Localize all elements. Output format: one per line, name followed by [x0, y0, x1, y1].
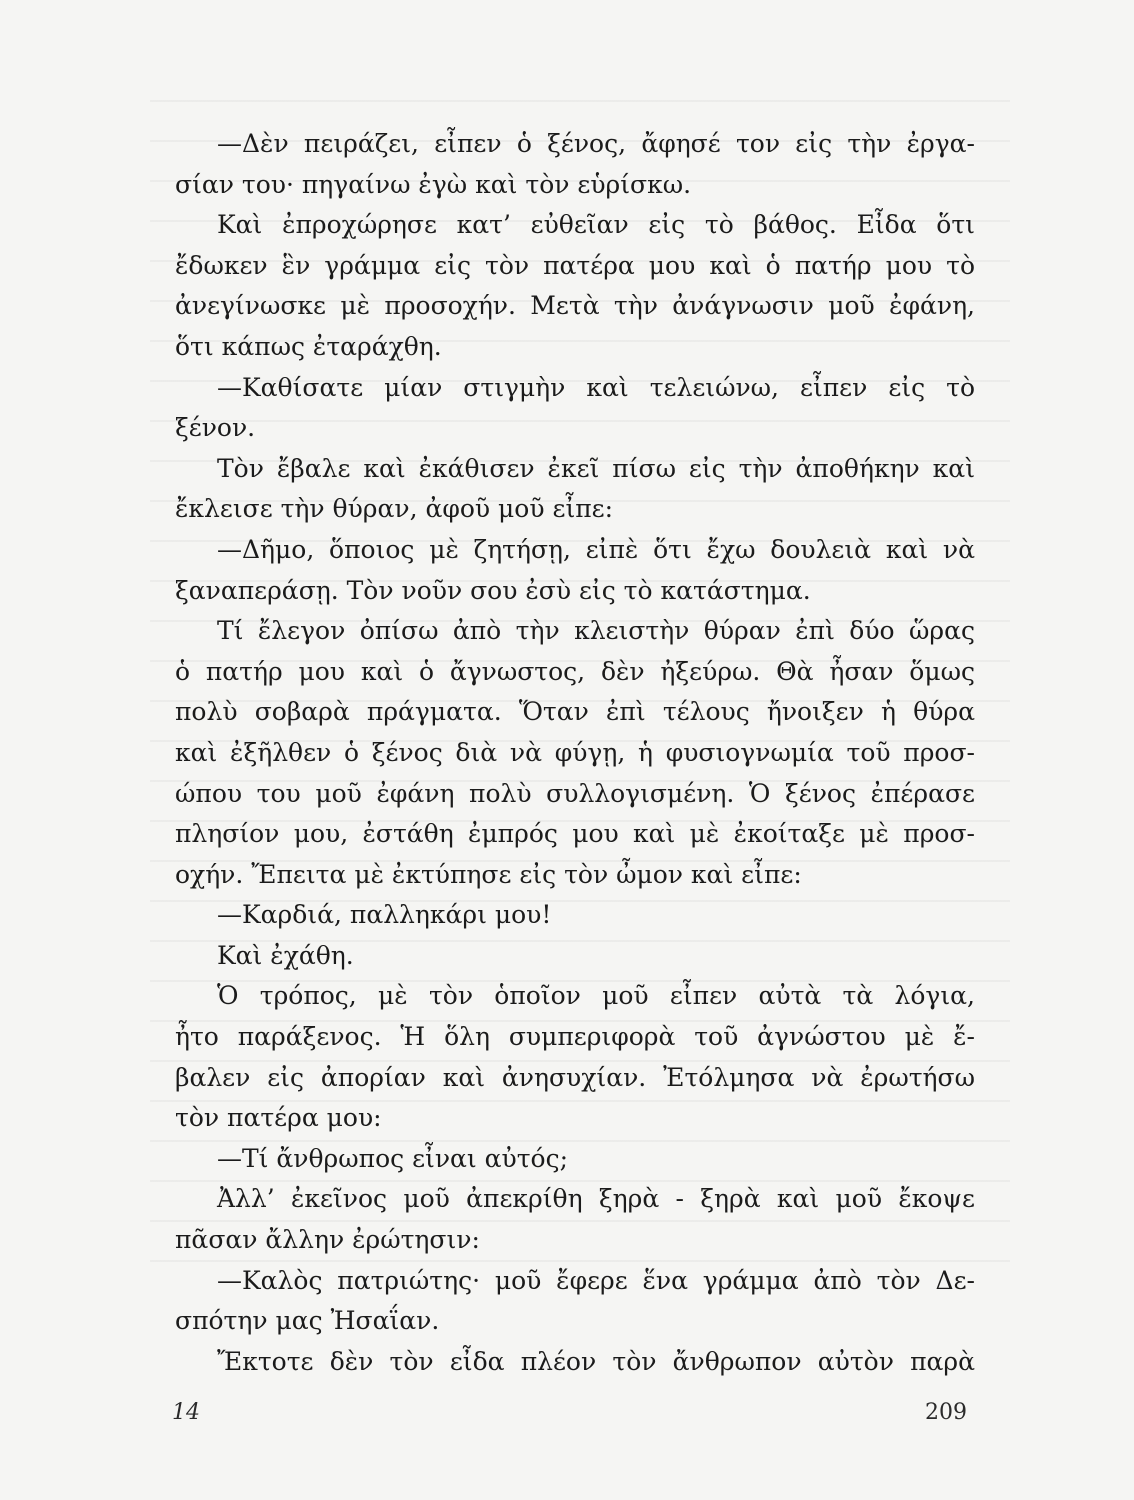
text-line: —Καθίσατε μίαν στιγμὴν καὶ τελειώνω, εἶπεν εἰς τὸ	[217, 372, 975, 402]
text-line: βαλεν εἰς ἀπορίαν καὶ ἀνησυχίαν. Ἐτόλμησα νὰ ἐρωτήσω	[175, 1062, 975, 1092]
text-line: Καὶ ἐπροχώρησε κατ’ εὐθεῖαν εἰς τὸ βάθος. Εἶδα ὅτι	[217, 210, 975, 240]
text-line: ὅτι κάπως ἐταράχθη.	[175, 331, 442, 361]
text-line: πολὺ σοβαρὰ πράγματα. Ὅταν ἐπὶ τέλους ἤνοιξεν ἡ θύρα	[175, 697, 975, 727]
signature-mark: 14	[172, 1400, 200, 1425]
text-line: Καὶ ἐχάθη.	[217, 940, 354, 970]
text-line: —Καλὸς πατριώτης· μοῦ ἔφερε ἕνα γράμμα ἀπὸ τὸν Δε-	[217, 1265, 975, 1295]
text-line: —Δὲν πειράζει, εἶπεν ὁ ξένος, ἄφησέ τον εἰς τὴν ἐργα-	[217, 129, 975, 158]
text-line: καὶ ἐξῆλθεν ὁ ξένος διὰ νὰ φύγῃ, ἡ φυσιογνωμία τοῦ προσ-	[175, 737, 975, 767]
text-line: Ἀλλ’ ἐκεῖνος μοῦ ἀπεκρίθη ξηρὰ - ξηρὰ καὶ μοῦ ἔκοψε	[217, 1184, 975, 1214]
text-line: ξαναπεράσῃ. Τὸν νοῦν σου ἐσὺ εἰς τὸ κατάστημα.	[175, 575, 811, 605]
text-line: ἀνεγίνωσκε μὲ προσοχήν. Μετὰ τὴν ἀνάγνωσιν μοῦ ἐφάνη,	[175, 291, 975, 321]
text-line: ώπου του μοῦ ἐφάνη πολὺ συλλογισμένη. Ὁ ξένος ἐπέρασε	[175, 778, 975, 808]
text-line: ὁ πατήρ μου καὶ ὁ ἄγνωστος, δὲν ἠξεύρω. Θὰ ἦσαν ὅμως	[175, 656, 975, 686]
text-line: —Καρδιά, παλληκάρι μου!	[217, 900, 552, 930]
text-line: Ἔκτοτε δὲν τὸν εἶδα πλέον τὸν ἄνθρωπον αὐτὸν παρὰ	[217, 1346, 975, 1376]
text-line: ξένον.	[175, 413, 256, 443]
text-line: —Τί ἄνθρωπος εἶναι αὐτός;	[217, 1143, 569, 1173]
text-line: Τί ἔλεγον ὀπίσω ἀπὸ τὴν κλειστὴν θύραν ἐπὶ δύο ὥρας	[217, 616, 975, 646]
text-line: ἔκλεισε τὴν θύραν, ἀφοῦ μοῦ εἶπε:	[175, 494, 614, 524]
text-line: πλησίον μου, ἐστάθη ἐμπρός μου καὶ μὲ ἐκοίταξε μὲ προσ-	[175, 819, 975, 849]
text-line: σπότην μας Ἠσαΐαν.	[175, 1306, 440, 1336]
text-line: σίαν του· πηγαίνω ἐγὼ καὶ τὸν εὑρίσκω.	[175, 169, 692, 199]
text-line: ἔδωκεν ἓν γράμμα εἰς τὸν πατέρα μου καὶ ὁ πατήρ μου τὸ	[175, 250, 975, 280]
body-text	[175, 124, 975, 1382]
text-line: Τὸν ἔβαλε καὶ ἐκάθισεν ἐκεῖ πίσω εἰς τὴν ἀποθήκην καὶ	[217, 453, 975, 483]
text-line: πᾶσαν ἄλλην ἐρώτησιν:	[175, 1225, 480, 1255]
text-line: Ὁ τρόπος, μὲ τὸν ὁποῖον μοῦ εἶπεν αὐτὰ τὰ λόγια,	[217, 981, 975, 1011]
text-line: οχήν. Ἔπειτα μὲ ἐκτύπησε εἰς τὸν ὦμον καὶ εἶπε:	[175, 859, 802, 889]
text-line: ἦτο παράξενος. Ἡ ὅλη συμπεριφορὰ τοῦ ἀγνώστου μὲ ἔ-	[175, 1022, 975, 1052]
page-number: 209	[925, 1400, 967, 1425]
text-line: τὸν πατέρα μου:	[175, 1103, 382, 1133]
text-line: —Δῆμο, ὅποιος μὲ ζητήσῃ, εἰπὲ ὅτι ἔχω δουλειὰ καὶ νὰ	[217, 534, 975, 564]
